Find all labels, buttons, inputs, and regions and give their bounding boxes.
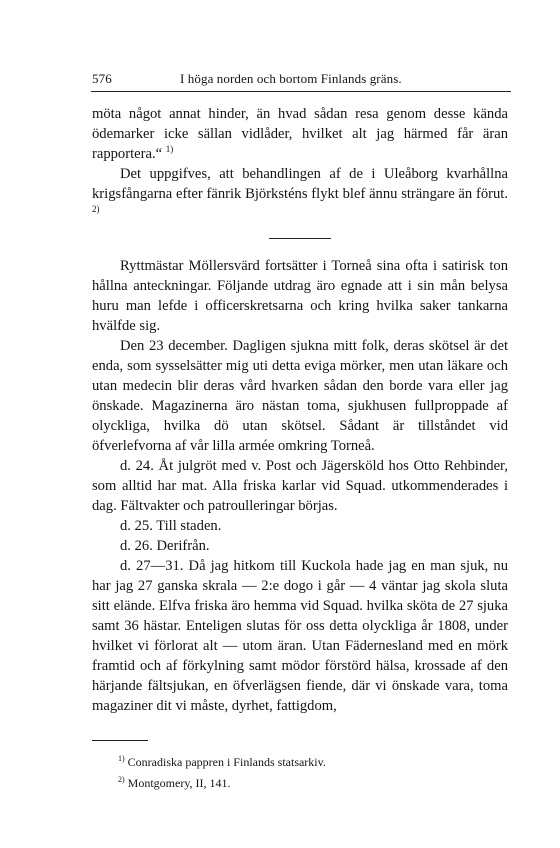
- footnote: [118, 750, 498, 771]
- diary-entry: d. 26. Derifrån.: [120, 538, 210, 554]
- paragraph-text: möta något annat hinder, än hvad sådan resa genom desse kända ödemarker icke sällan vidlåder, hvilket alt jag härmed får äran rapportera.“: [92, 106, 508, 162]
- paragraph: [92, 164, 508, 224]
- footnote-mark: 1): [118, 754, 125, 763]
- footnote-rule: [92, 740, 148, 741]
- paragraph: [92, 104, 508, 164]
- paragraph-text: Det uppgifves, att behandlingen af de i Uleåborg kvarhållna krigsfångarna efter fänrik Björksténs flykt blef ännu strängare än förut.: [92, 166, 508, 202]
- diary-entry: d. 24. Åt julgröt med v. Post och Jägersköld hos Otto Rehbinder, som alltid har mat. Alla friska karlar vid Squad. utkommenderades i dag. Fältvakter och patroulleringar börjas.: [92, 458, 508, 514]
- footnote-mark: 2): [118, 775, 125, 784]
- footnote-text: Conradiska pappren i Finlands statsarkiv.: [127, 755, 326, 769]
- header-rule: [91, 91, 511, 92]
- body-text: [92, 104, 508, 716]
- page-number: 576: [92, 71, 112, 86]
- footnote: [118, 771, 498, 792]
- diary-entry: d. 27—31. Då jag hitkom till Kuckola hade jag en man sjuk, nu har jag 27 ganska skrala — 2:e dogo i går — 4 väntar jag skola sluta sitt elände. Elfva friska äro hemma vid Squad. hvilka sköta de 27 sjuka samt 36 hästar. Enteligen slutas för oss detta olyckliga år 1808, under hvilket vi förlorat alt — utom äran. Utan Fädernesland med en mörk framtid och af förkylning samt mödor förstörd hälsa, krossade af den härjande fältsjukan, en öfverlägsen fiende, där vi önskade vara, toma magaziner dit vi måste, dyrhet, fattigdom,: [92, 558, 508, 714]
- footnote-ref: 1): [165, 144, 174, 155]
- section-separator: [269, 238, 331, 239]
- footnotes: [118, 750, 498, 792]
- diary-entry: d. 25. Till staden.: [120, 518, 222, 534]
- footnote-text: Montgomery, II, 141.: [127, 776, 231, 790]
- paragraph: Ryttmästar Möllersvärd fortsätter i Torneå sina ofta i satirisk ton hållna anteckningar. Följande utdrag äro egnade att i sin mån belysa huru man lefde i officerskretsarna och kring hvilka saker tankarna hvälfde sig.: [92, 258, 508, 334]
- footnote-ref: 2): [92, 204, 100, 215]
- diary-entry: Den 23 december. Dagligen sjukna mitt folk, deras skötsel är det enda, som sysselsätter mig uti detta eviga mörker, men utan läkare och utan medecin blir deras vård hvarken sådan den borde vara eller jag önskade. Magazinerna äro nästan toma, sjukhusen fullproppade af olyckliga, hvilka dö utan skötsel. Sådant är tillståndet vid öfverlefvorna af vår lilla armée omkring Torneå.: [92, 338, 508, 454]
- running-title: I höga norden och bortom Finlands gräns.: [180, 71, 402, 86]
